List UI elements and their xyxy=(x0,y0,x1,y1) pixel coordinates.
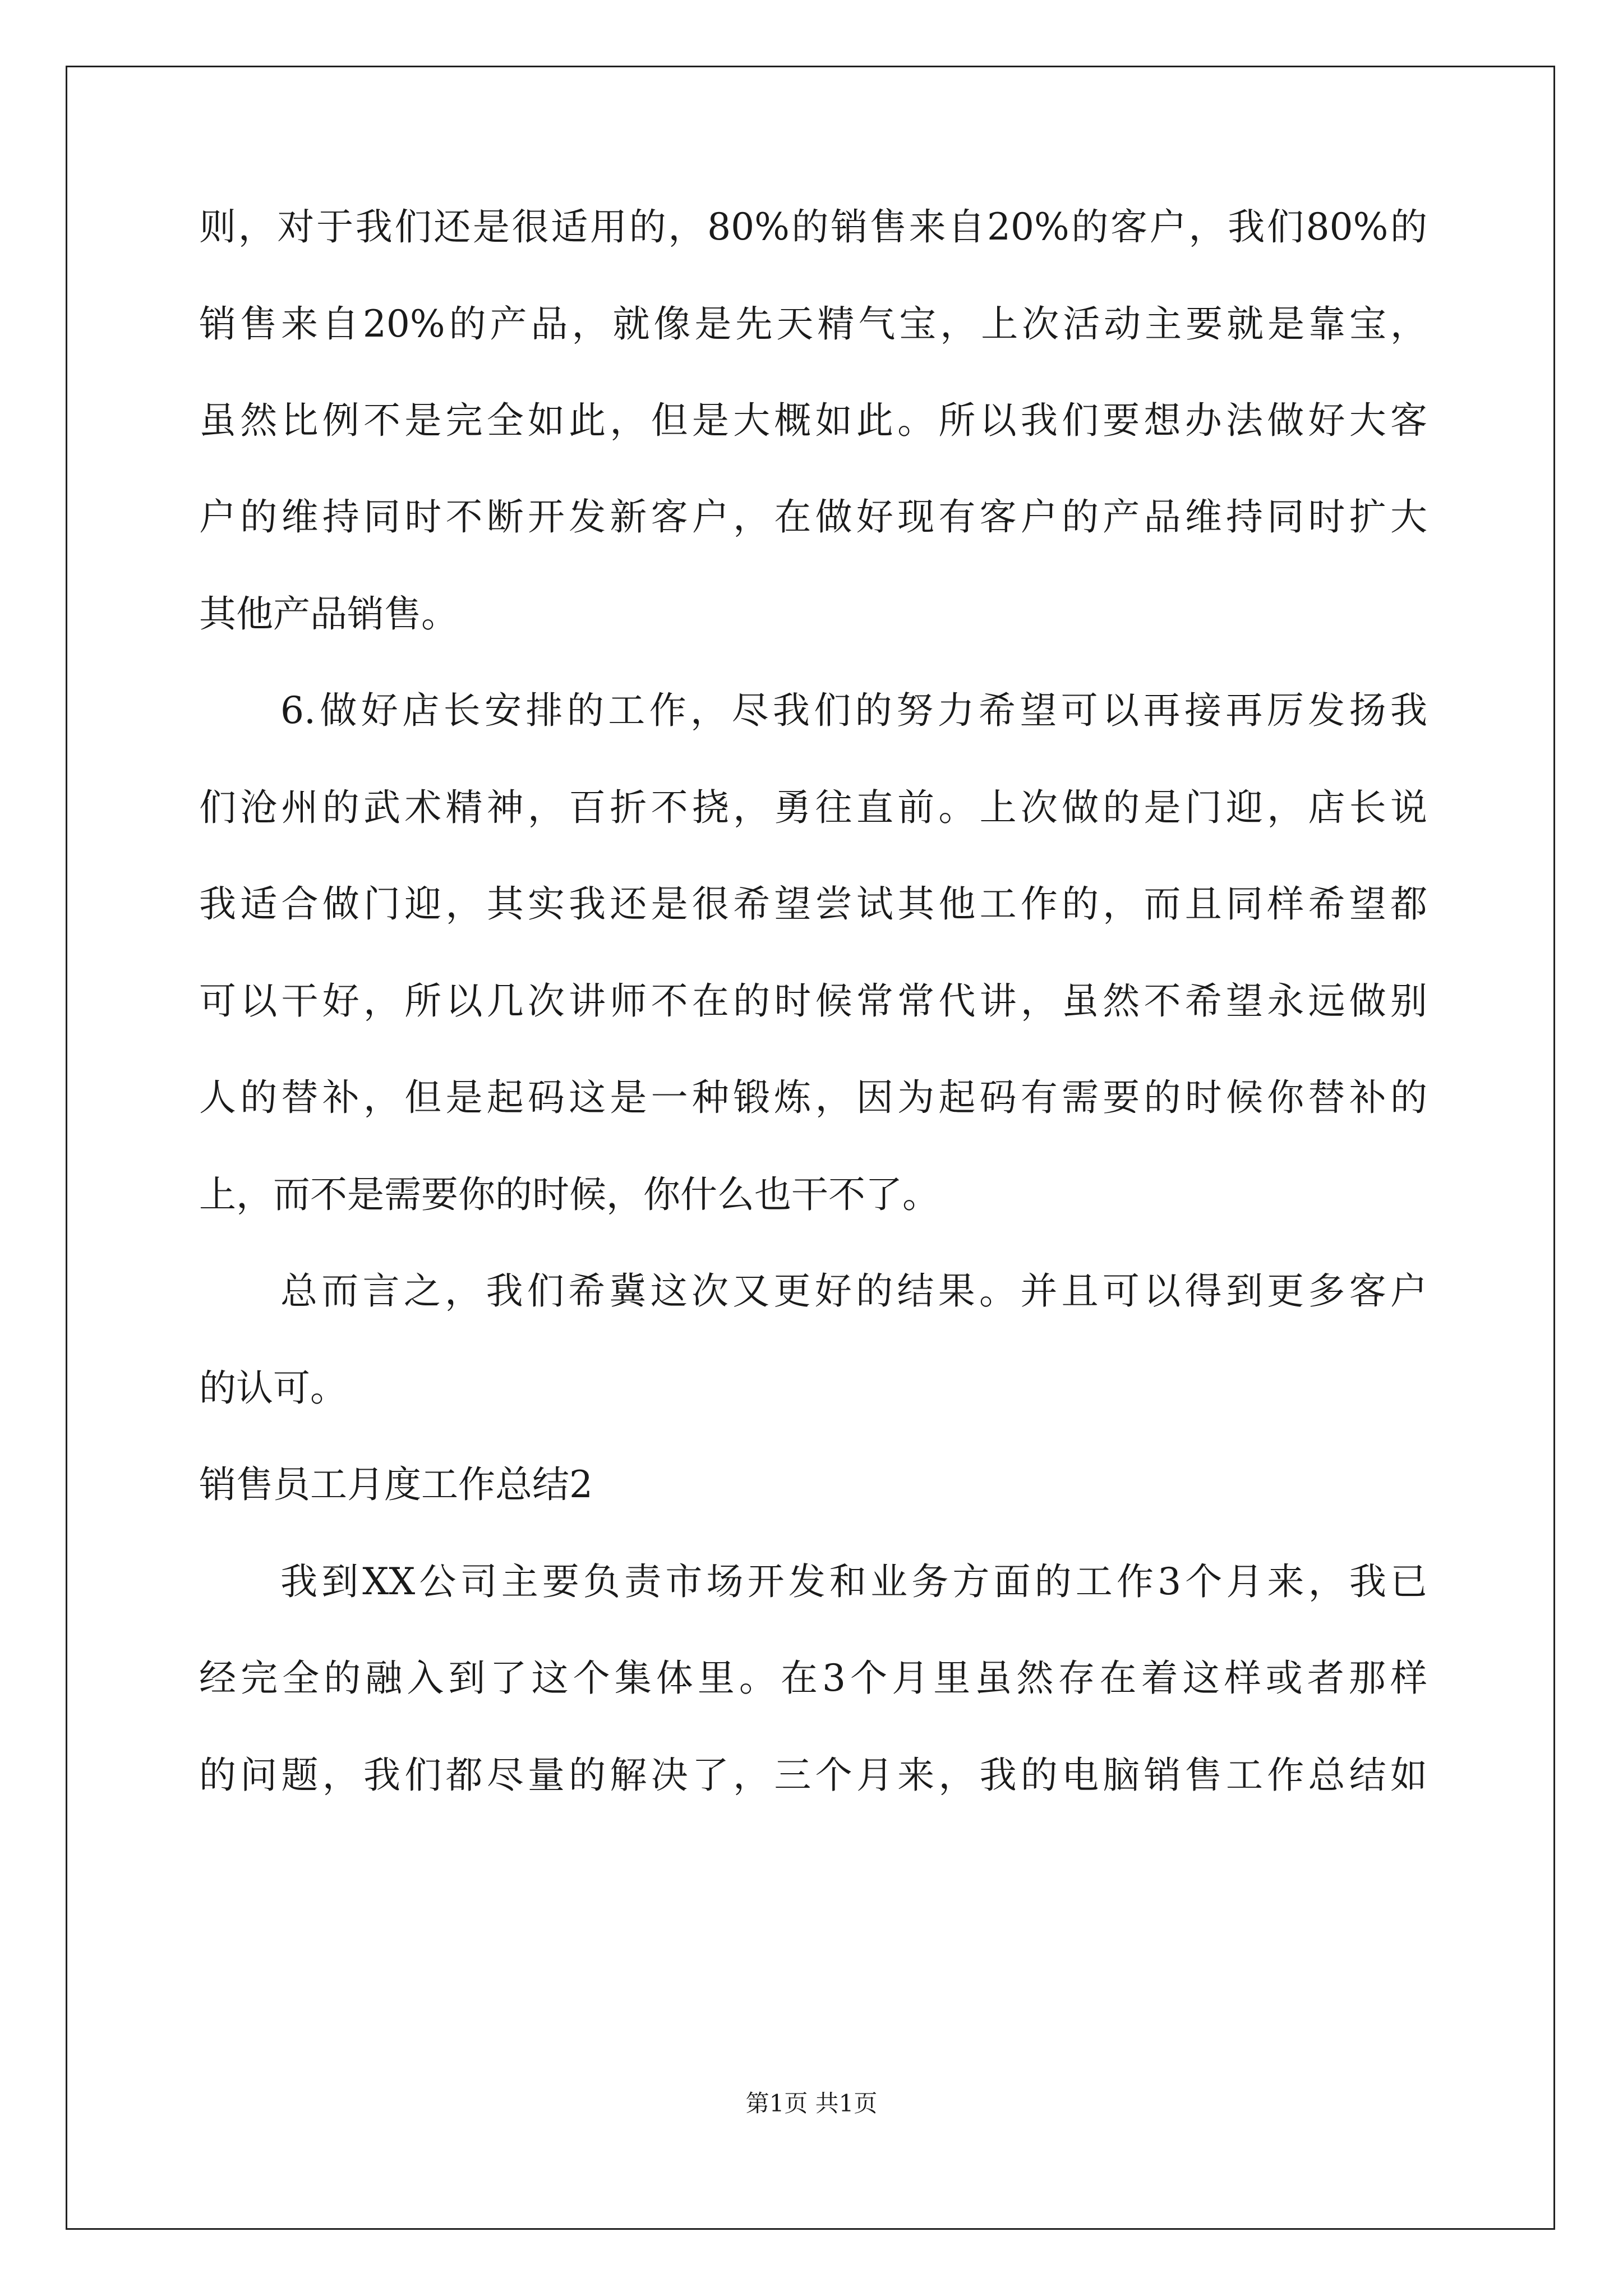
body-line: 可以干好，所以几次讲师不在的时候常常代讲，虽然不希望永远做别 xyxy=(199,979,1427,1023)
section-heading: 销售员工月度工作总结2 xyxy=(199,1463,593,1506)
page-number-footer: 第1页 共1页 xyxy=(745,2090,878,2117)
body-line: 的认可。 xyxy=(199,1366,347,1410)
body-line: 户的维持同时不断开发新客户，在做好现有客户的产品维持同时扩大 xyxy=(199,495,1427,539)
body-line: 销售来自20%的产品，就像是先天精气宝，上次活动主要就是靠宝， xyxy=(199,302,1427,346)
body-line: 的问题，我们都尽量的解决了，三个月来，我的电脑销售工作总结如 xyxy=(199,1754,1427,1797)
body-line: 人的替补，但是起码这是一种锻炼，因为起码有需要的时候你替补的 xyxy=(199,1076,1427,1119)
body-line: 我适合做门迎，其实我还是很希望尝试其他工作的，而且同样希望都 xyxy=(199,882,1427,926)
body-line: 则，对于我们还是很适用的，80%的销售来自20%的客户，我们80%的 xyxy=(199,205,1427,249)
body-line: 们沧州的武术精神，百折不挠，勇往直前。上次做的是门迎，店长说 xyxy=(199,786,1427,829)
body-line: 虽然比例不是完全如此，但是大概如此。所以我们要想办法做好大客 xyxy=(199,399,1427,442)
page-border xyxy=(66,66,1555,2230)
body-line: 其他产品销售。 xyxy=(199,592,458,636)
body-line: 6.做好店长安排的工作，尽我们的努力希望可以再接再厉发扬我 xyxy=(280,689,1427,732)
body-line: 经完全的融入到了这个集体里。在3个月里虽然存在着这样或者那样 xyxy=(199,1657,1427,1700)
body-line: 上，而不是需要你的时候，你什么也干不了。 xyxy=(199,1173,939,1216)
body-line: 总而言之，我们希冀这次又更好的结果。并且可以得到更多客户 xyxy=(280,1269,1427,1313)
body-line: 我到XX公司主要负责市场开发和业务方面的工作3个月来，我已 xyxy=(280,1560,1427,1603)
